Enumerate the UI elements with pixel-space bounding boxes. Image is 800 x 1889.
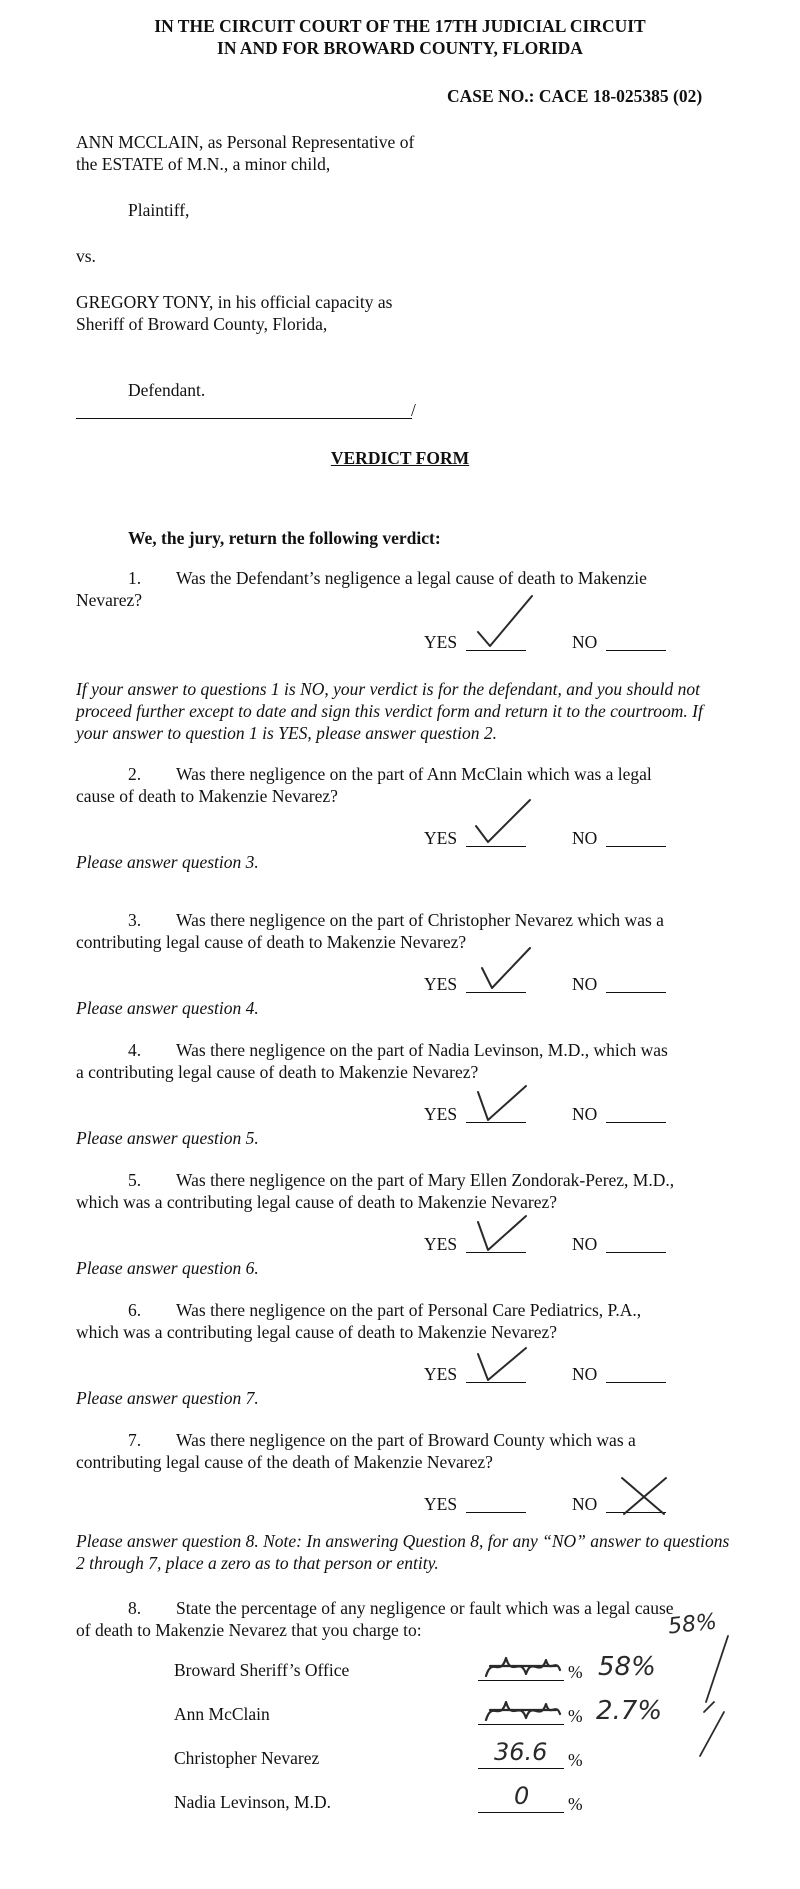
question-6-line2: which was a contributing legal cause of death to Makenzie Nevarez? bbox=[76, 1322, 558, 1342]
question-6-no-line bbox=[606, 1382, 666, 1383]
party-3-value-line bbox=[478, 1768, 564, 1769]
versus: vs. bbox=[76, 246, 96, 266]
party-2-percent: % bbox=[568, 1706, 583, 1726]
question-4-no-line bbox=[606, 1122, 666, 1123]
question-4-line2: a contributing legal cause of death to Makenzie Nevarez? bbox=[76, 1062, 479, 1082]
question-2-line2: cause of death to Makenzie Nevarez? bbox=[76, 786, 338, 806]
question-2-number: 2. bbox=[128, 764, 142, 784]
question-7-line1: Was there negligence on the part of Broward County which was a bbox=[176, 1430, 636, 1450]
party-4-value: 0 bbox=[514, 1782, 530, 1810]
question-2-line1: Was there negligence on the part of Ann McClain which was a legal bbox=[176, 764, 652, 784]
question-7-followup: Please answer question 8. Note: In answering Question 8, for any “NO” answer to questions 2 through 7, place a zero as to that person or entity. bbox=[76, 1531, 730, 1573]
party-1-correction: 58% bbox=[598, 1652, 656, 1682]
question-7-x-mark bbox=[616, 1474, 672, 1518]
case-number: CASE NO.: CACE 18-025385 (02) bbox=[447, 86, 703, 106]
plaintiff-line2: the ESTATE of M.N., a minor child, bbox=[76, 154, 331, 174]
question-8-line2: of death to Makenzie Nevarez that you charge to: bbox=[76, 1620, 422, 1640]
defendant-line1: GREGORY TONY, in his official capacity as bbox=[76, 292, 393, 312]
question-7-yes-line bbox=[466, 1512, 526, 1513]
caption-slash: / bbox=[411, 400, 416, 420]
question-7-number: 7. bbox=[128, 1430, 142, 1450]
party-3-percent: % bbox=[568, 1750, 583, 1770]
caption-rule bbox=[76, 418, 412, 419]
question-4-followup: Please answer question 5. bbox=[76, 1128, 259, 1148]
question-2-no-line bbox=[606, 846, 666, 847]
party-4-percent: % bbox=[568, 1794, 583, 1814]
question-4-number: 4. bbox=[128, 1040, 142, 1060]
question-5-no-line bbox=[606, 1252, 666, 1253]
question-2-followup: Please answer question 3. bbox=[76, 852, 259, 872]
question-2-no-label: NO bbox=[572, 828, 598, 848]
party-christopher-nevarez: Christopher Nevarez bbox=[174, 1748, 320, 1768]
defendant-line2: Sheriff of Broward County, Florida, bbox=[76, 314, 328, 334]
question-1-checkmark bbox=[474, 592, 538, 652]
question-7-no-label: NO bbox=[572, 1494, 598, 1514]
question-1-yes-label: YES bbox=[424, 632, 458, 652]
question-3-no-line bbox=[606, 992, 666, 993]
question-5-line2: which was a contributing legal cause of death to Makenzie Nevarez? bbox=[76, 1192, 558, 1212]
jury-intro: We, the jury, return the following verdict: bbox=[128, 528, 441, 548]
court-heading-line1: IN THE CIRCUIT COURT OF THE 17TH JUDICIAL CIRCUIT bbox=[154, 16, 646, 36]
question-8-number: 8. bbox=[128, 1598, 142, 1618]
question-5-checkmark bbox=[474, 1212, 530, 1254]
party-1-percent: % bbox=[568, 1662, 583, 1682]
question-6-line1: Was there negligence on the part of Personal Care Pediatrics, P.A., bbox=[176, 1300, 642, 1320]
margin-note-58-percent: 58% bbox=[666, 1609, 719, 1640]
question-5-followup: Please answer question 6. bbox=[76, 1258, 259, 1278]
party-3-value: 36.6 bbox=[494, 1738, 548, 1766]
party-2-value-line bbox=[478, 1724, 564, 1725]
court-heading-line2: IN AND FOR BROWARD COUNTY, FLORIDA bbox=[217, 38, 583, 58]
defendant-role: Defendant. bbox=[128, 380, 206, 400]
party-1-value-line bbox=[478, 1680, 564, 1681]
question-3-line2: contributing legal cause of death to Makenzie Nevarez? bbox=[76, 932, 467, 952]
party-1-scribble bbox=[482, 1652, 562, 1680]
question-3-line1: Was there negligence on the part of Christopher Nevarez which was a bbox=[176, 910, 664, 930]
form-title: VERDICT FORM bbox=[330, 448, 470, 468]
question-5-line1: Was there negligence on the part of Mary Ellen Zondorak-Perez, M.D., bbox=[176, 1170, 675, 1190]
party-4-value-line bbox=[478, 1812, 564, 1813]
question-1-number: 1. bbox=[128, 568, 142, 588]
question-3-number: 3. bbox=[128, 910, 142, 930]
question-4-no-label: NO bbox=[572, 1104, 598, 1124]
question-5-yes-label: YES bbox=[424, 1234, 458, 1254]
question-3-followup: Please answer question 4. bbox=[76, 998, 259, 1018]
question-7-line2: contributing legal cause of the death of Makenzie Nevarez? bbox=[76, 1452, 493, 1472]
party-broward-sheriffs-office: Broward Sheriff’s Office bbox=[174, 1660, 350, 1680]
question-5-no-label: NO bbox=[572, 1234, 598, 1254]
question-3-yes-label: YES bbox=[424, 974, 458, 994]
plaintiff-line1: ANN MCCLAIN, as Personal Representative of bbox=[76, 132, 415, 152]
party-ann-mcclain: Ann McClain bbox=[174, 1704, 270, 1724]
party-2-correction: 2.7% bbox=[596, 1696, 663, 1726]
question-2-checkmark bbox=[472, 796, 536, 848]
question-4-checkmark bbox=[474, 1082, 530, 1124]
question-3-yes-line bbox=[466, 992, 526, 993]
question-4-yes-label: YES bbox=[424, 1104, 458, 1124]
party-2-scribble bbox=[482, 1696, 562, 1724]
question-6-no-label: NO bbox=[572, 1364, 598, 1384]
question-6-followup: Please answer question 7. bbox=[76, 1388, 259, 1408]
margin-slash-marks bbox=[688, 1632, 738, 1762]
question-2-yes-label: YES bbox=[424, 828, 458, 848]
question-1-line1: Was the Defendant’s negligence a legal cause of death to Makenzie bbox=[176, 568, 647, 588]
question-8-line1: State the percentage of any negligence or fault which was a legal cause bbox=[176, 1598, 674, 1618]
question-1-line2: Nevarez? bbox=[76, 590, 143, 610]
question-4-line1: Was there negligence on the part of Nadia Levinson, M.D., which was bbox=[176, 1040, 668, 1060]
question-6-checkmark bbox=[474, 1344, 530, 1384]
question-1-instruction: If your answer to questions 1 is NO, your verdict is for the defendant, and you should not proceed further except to date and sign this verdict form and return it to the courtroom. If your answer to question 1 is YES, please answer question 2. bbox=[76, 679, 703, 743]
question-6-number: 6. bbox=[128, 1300, 142, 1320]
party-nadia-levinson: Nadia Levinson, M.D. bbox=[174, 1792, 331, 1812]
question-5-number: 5. bbox=[128, 1170, 142, 1190]
question-6-yes-label: YES bbox=[424, 1364, 458, 1384]
question-3-checkmark bbox=[478, 944, 534, 992]
question-1-no-label: NO bbox=[572, 632, 598, 652]
plaintiff-role: Plaintiff, bbox=[128, 200, 190, 220]
question-1-no-line bbox=[606, 650, 666, 651]
question-7-yes-label: YES bbox=[424, 1494, 458, 1514]
question-3-no-label: NO bbox=[572, 974, 598, 994]
